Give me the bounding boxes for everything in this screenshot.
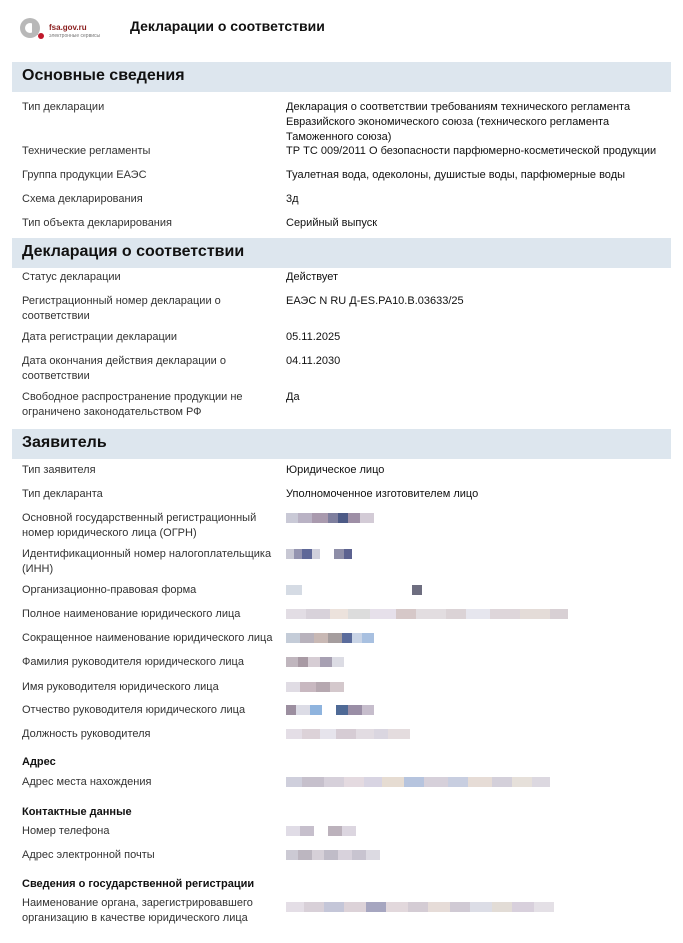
ogrn-label: Основной государственный регистрационный номер юридического лица (ОГРН) (22, 512, 257, 539)
short-name-label: Сокращенное наименование юридического лица (22, 632, 273, 644)
declarant-type-value: Уполномоченное изготовителем лицо (286, 488, 479, 500)
full-name-label: Полное наименование юридического лица (22, 608, 241, 620)
page-title: Декларации о соответствии (130, 18, 325, 34)
inn-redacted-value (286, 549, 352, 561)
logo-site-subtitle: электронные сервисы (49, 33, 101, 39)
head-patronymic-redacted-value (286, 705, 374, 717)
logo-site-name: fsa.gov.ru (49, 23, 87, 32)
fsa-logo-icon (18, 14, 44, 40)
scheme-label: Схема декларирования (22, 193, 143, 205)
section-basic (12, 62, 671, 92)
head-surname-label: Фамилия руководителя юридического лица (22, 656, 244, 668)
tech-regs-label: Технические регламенты (22, 145, 151, 157)
email-redacted-value (286, 850, 380, 862)
declaration-type-label: Тип декларации (22, 101, 105, 113)
status-value: Действует (286, 271, 339, 283)
fsa-logo[interactable] (18, 14, 108, 50)
address-redacted-value (286, 777, 550, 789)
address-label: Адрес места нахождения (22, 776, 152, 788)
head-patronymic-label: Отчество руководителя юридического лица (22, 704, 246, 716)
legal-form-label: Организационно-правовая форма (22, 584, 197, 596)
email-label: Адрес электронной почты (22, 849, 155, 861)
reg-number-value: ЕАЭС N RU Д-ES.РА10.В.03633/25 (286, 295, 464, 307)
head-name-label: Имя руководителя юридического лица (22, 681, 219, 693)
tech-regs-value: ТР ТС 009/2011 О безопасности парфюмерно-косметической продукции (286, 145, 657, 157)
scheme-value: 3д (286, 193, 299, 205)
section-applicant-title: Заявитель (22, 434, 107, 451)
end-date-label: Дата окончания действия декларации о соответствии (22, 355, 226, 382)
full-name-redacted-value (286, 609, 568, 621)
declaration-type-value: Декларация о соответствии требованиям технического регламента Евразийского экономического союза (технического регламента Таможенного союза) (286, 101, 631, 143)
product-group-value: Туалетная вода, одеколоны, душистые воды, парфюмерные воды (286, 169, 626, 181)
reg-date-value: 05.11.2025 (286, 331, 341, 343)
ogrn-redacted-value (286, 513, 374, 525)
head-surname-redacted-value (286, 657, 344, 669)
status-label: Статус декларации (22, 271, 121, 283)
short-name-redacted-value (286, 633, 374, 645)
phone-label: Номер телефона (22, 825, 110, 837)
reg-organ-label: Наименование органа, зарегистрировавшего организацию в качестве юридического лица (22, 897, 253, 924)
reg-organ-redacted-value (286, 902, 554, 914)
address-subhead: Адрес (22, 756, 56, 768)
phone-redacted-value (286, 826, 356, 838)
page-header (0, 0, 683, 56)
applicant-type-value: Юридическое лицо (286, 464, 385, 476)
section-declaration (12, 238, 671, 268)
legal-form-redacted-value (286, 585, 422, 597)
product-group-label: Группа продукции ЕАЭС (22, 169, 147, 181)
head-name-redacted-value (286, 682, 344, 694)
state-reg-subhead: Сведения о государственной регистрации (22, 878, 255, 890)
object-type-label: Тип объекта декларирования (22, 217, 172, 229)
reg-date-label: Дата регистрации декларации (22, 331, 178, 343)
declarant-type-label: Тип декларанта (22, 488, 103, 500)
object-type-value: Серийный выпуск (286, 217, 378, 229)
head-position-label: Должность руководителя (22, 728, 151, 740)
contacts-subhead: Контактные данные (22, 806, 132, 818)
free-distribution-value: Да (286, 391, 300, 403)
free-distribution-label: Свободное распространение продукции не ограничено законодательством РФ (22, 391, 243, 418)
reg-number-label: Регистрационный номер декларации о соответствии (22, 295, 221, 322)
section-basic-title: Основные сведения (22, 67, 185, 84)
applicant-type-label: Тип заявителя (22, 464, 96, 476)
section-applicant (12, 429, 671, 459)
section-declaration-title: Декларация о соответствии (22, 243, 245, 260)
head-position-redacted-value (286, 729, 410, 741)
inn-label: Идентификационный номер налогоплательщика (ИНН) (22, 548, 272, 575)
end-date-value: 04.11.2030 (286, 355, 341, 367)
